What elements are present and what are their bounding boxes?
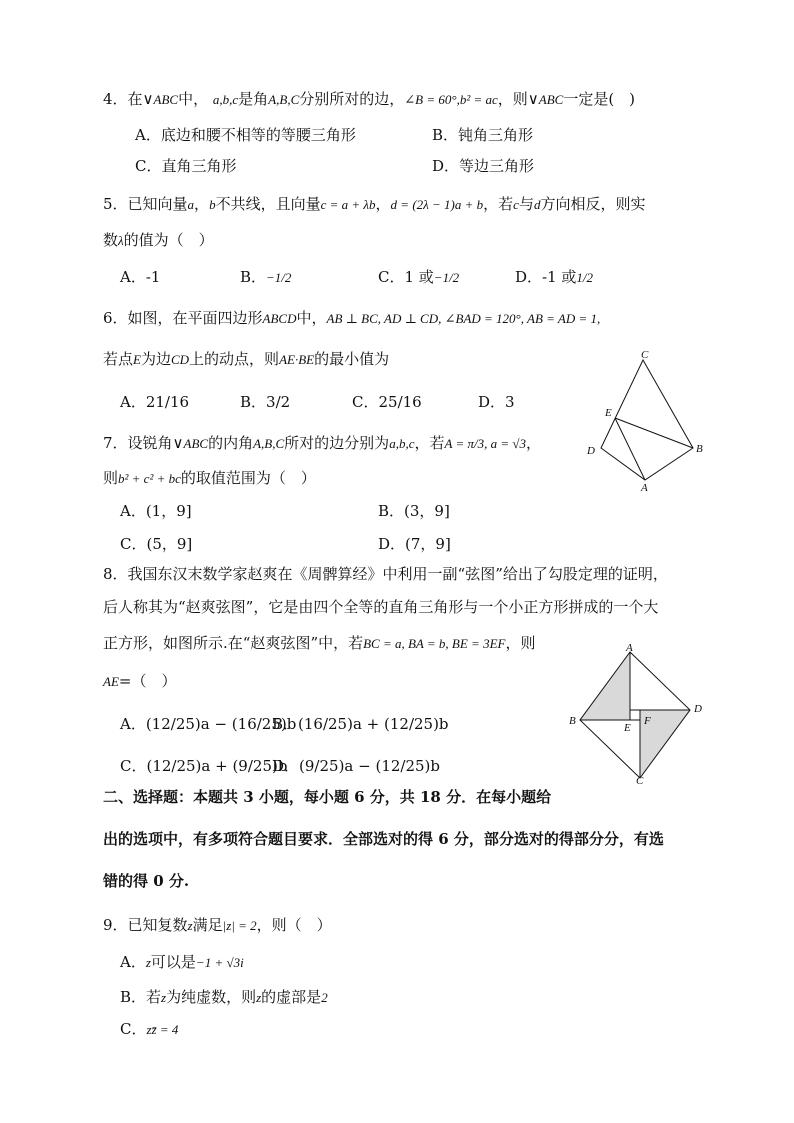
zhao-shuang-diagram bbox=[568, 644, 713, 784]
quadrilateral-abcd bbox=[601, 360, 693, 480]
q8-option-b: B．(16/25)a + (12/25)b bbox=[272, 715, 449, 733]
q8-option-d: D．(9/25)a − (12/25)b bbox=[272, 757, 440, 775]
q9-stem: 9．已知复数z满足|z| = 2，则（ ） bbox=[103, 916, 332, 934]
q8-stem-line1: 8．我国东汉末数学家赵爽在《周髀算经》中利用一副“弦图”给出了勾股定理的证明， bbox=[103, 565, 668, 583]
inner-square bbox=[630, 710, 640, 720]
q5-option-c: C．1 或−1/2 bbox=[378, 268, 460, 286]
q6-option-b: B．3/2 bbox=[240, 393, 291, 411]
q8-option-a: A．(12/25)a − (16/25)b bbox=[120, 715, 297, 733]
q5-option-d: D．-1 或1/2 bbox=[515, 268, 594, 286]
q6-option-a: A．21/16 bbox=[120, 393, 190, 411]
q7-option-c: C．(5，9] bbox=[120, 535, 193, 553]
q6-stem-line1: 6．如图，在平面四边形ABCD中，AB ⊥ BC, AD ⊥ CD, ∠BAD = 120°, AB = AD = 1, bbox=[103, 309, 601, 327]
q7-stem-line2: 则b² + c² + bc的取值范围为（ ） bbox=[103, 469, 316, 487]
label-a: A bbox=[641, 482, 648, 493]
q5-option-a: A．-1 bbox=[120, 268, 161, 286]
q7-option-d: D．(7，9] bbox=[378, 535, 451, 553]
q4-stem: 4．在∨ABC中， a,b,c是角A,B,C分别所对的边，∠B = 60°,b² = ac，则∨ABC一定是( ) bbox=[103, 90, 636, 108]
q6-option-c: C．25/16 bbox=[352, 393, 422, 411]
q8-stem-line4: AE=（ ） bbox=[103, 672, 177, 690]
label-c: C bbox=[636, 775, 644, 784]
q6-stem-line2: 若点E为边CD上的动点，则AE·BE的最小值为 bbox=[103, 350, 390, 368]
q9-option-c: C．zz̄ = 4 bbox=[120, 1020, 179, 1038]
q8-stem-line3: 正方形，如图所示.在“赵爽弦图”中，若BC = a, BA = b, BE = 3EF，则 bbox=[103, 634, 536, 652]
q7-stem-line1: 7．设锐角∨ABC的内角A,B,C所对的边分别为a,b,c，若A = π/3, a = √3， bbox=[103, 434, 542, 452]
q8-stem-line2: 后人称其为“赵爽弦图”，它是由四个全等的直角三角形与一个小正方形拼成的一个大 bbox=[103, 598, 659, 616]
quadrilateral-figure bbox=[583, 348, 713, 493]
label-e: E bbox=[624, 722, 631, 734]
label-d: D bbox=[587, 445, 595, 457]
section2-line1: 二、选择题：本题共 3 小题，每小题 6 分，共 18 分．在每小题给 bbox=[103, 788, 552, 806]
q9-option-a: A．z可以是−1 + √3i bbox=[120, 953, 244, 971]
q6-option-d: D．3 bbox=[478, 393, 515, 411]
q4-option-b: B．钝角三角形 bbox=[432, 126, 534, 144]
q4-option-d: D．等边三角形 bbox=[432, 157, 535, 175]
q8-option-c: C．(12/25)a + (9/25)b bbox=[120, 757, 288, 775]
q7-option-b: B．(3，9] bbox=[378, 502, 450, 520]
segment-be bbox=[615, 418, 693, 448]
label-d: D bbox=[694, 703, 702, 715]
label-b: B bbox=[569, 715, 576, 727]
section2-line2: 出的选项中，有多项符合题目要求．全部选对的得 6 分，部分选对的得部分分，有选 bbox=[103, 830, 664, 848]
section2-line3: 错的得 0 分. bbox=[103, 872, 190, 890]
label-a: A bbox=[626, 644, 633, 654]
q5-option-b: B．−1/2 bbox=[240, 268, 292, 286]
label-b: B bbox=[696, 443, 703, 455]
label-e: E bbox=[605, 407, 612, 419]
q4-option-a: A．底边和腰不相等的等腰三角形 bbox=[135, 126, 356, 144]
q9-option-b: B．若z为纯虚数，则z的虚部是2 bbox=[120, 988, 328, 1006]
label-f: F bbox=[644, 715, 651, 727]
label-c: C bbox=[641, 349, 649, 361]
q4-option-c: C．直角三角形 bbox=[135, 157, 237, 175]
q5-stem-line2: 数λ的值为（ ） bbox=[103, 231, 214, 249]
q7-option-a: A．(1，9] bbox=[120, 502, 192, 520]
q5-stem-line1: 5．已知向量a，b不共线，且向量c = a + λb，d = (2λ − 1)a + b，若c与d方向相反，则实 bbox=[103, 195, 646, 213]
